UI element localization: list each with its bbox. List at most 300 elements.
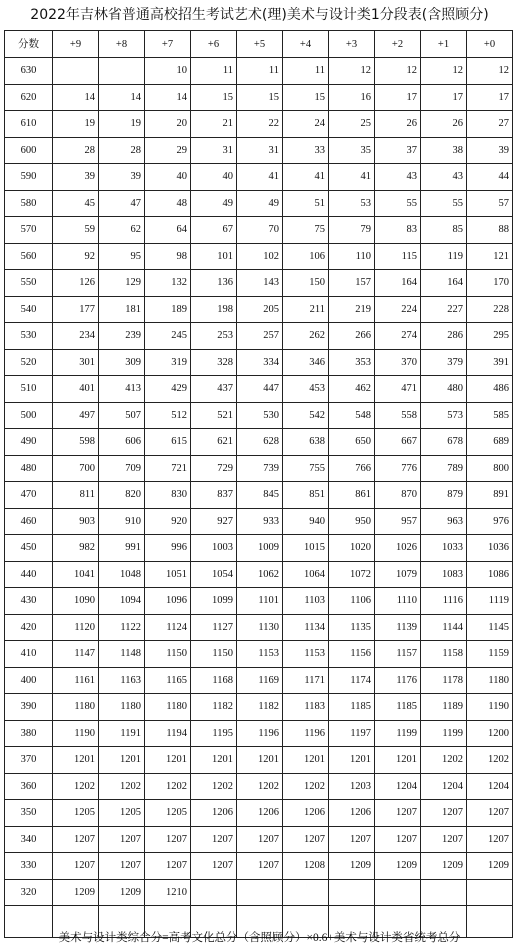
count-cell: 471	[375, 376, 421, 403]
count-cell: 1150	[191, 641, 237, 668]
count-cell: 1116	[421, 588, 467, 615]
count-cell: 28	[99, 137, 145, 164]
count-cell: 370	[375, 349, 421, 376]
count-cell: 132	[145, 270, 191, 297]
count-cell: 650	[329, 429, 375, 456]
count-cell: 64	[145, 217, 191, 244]
count-cell: 1182	[237, 694, 283, 721]
count-cell: 164	[421, 270, 467, 297]
count-cell: 1201	[329, 747, 375, 774]
count-cell: 1202	[467, 747, 513, 774]
count-cell: 1207	[467, 800, 513, 827]
count-cell: 486	[467, 376, 513, 403]
table-row	[5, 853, 513, 880]
count-cell: 1026	[375, 535, 421, 562]
count-cell: 1180	[53, 694, 99, 721]
count-cell: 1197	[329, 720, 375, 747]
header-offset: +6	[191, 31, 237, 58]
count-cell: 1191	[99, 720, 145, 747]
count-cell: 189	[145, 296, 191, 323]
count-cell: 75	[283, 217, 329, 244]
count-cell: 1207	[99, 826, 145, 853]
count-cell: 1153	[283, 641, 329, 668]
count-cell: 15	[283, 84, 329, 111]
count-cell: 1202	[145, 773, 191, 800]
score-table	[4, 30, 513, 938]
table-row	[5, 641, 513, 668]
count-cell: 1169	[237, 667, 283, 694]
count-cell: 35	[329, 137, 375, 164]
count-cell: 25	[329, 111, 375, 138]
count-cell: 17	[467, 84, 513, 111]
count-cell: 1207	[329, 826, 375, 853]
count-cell: 903	[53, 508, 99, 535]
count-cell: 1207	[145, 853, 191, 880]
count-cell: 102	[237, 243, 283, 270]
score-cell: 370	[5, 747, 53, 774]
count-cell: 15	[191, 84, 237, 111]
count-cell: 219	[329, 296, 375, 323]
table-row	[5, 879, 513, 906]
count-cell	[375, 879, 421, 906]
count-cell: 49	[237, 190, 283, 217]
count-cell: 22	[237, 111, 283, 138]
count-cell: 1190	[467, 694, 513, 721]
count-cell: 920	[145, 508, 191, 535]
count-cell: 319	[145, 349, 191, 376]
count-cell: 870	[375, 482, 421, 509]
count-cell: 24	[283, 111, 329, 138]
count-cell: 1202	[421, 747, 467, 774]
count-cell: 26	[421, 111, 467, 138]
count-cell: 991	[99, 535, 145, 562]
count-cell: 1201	[375, 747, 421, 774]
count-cell: 1134	[283, 614, 329, 641]
count-cell: 1158	[421, 641, 467, 668]
score-cell: 320	[5, 879, 53, 906]
count-cell: 548	[329, 402, 375, 429]
count-cell: 1147	[53, 641, 99, 668]
count-cell: 1205	[53, 800, 99, 827]
table-row	[5, 376, 513, 403]
count-cell: 85	[421, 217, 467, 244]
count-cell: 234	[53, 323, 99, 350]
count-cell: 845	[237, 482, 283, 509]
score-cell: 500	[5, 402, 53, 429]
count-cell: 136	[191, 270, 237, 297]
count-cell: 21	[191, 111, 237, 138]
count-cell: 253	[191, 323, 237, 350]
count-cell: 39	[53, 164, 99, 191]
score-cell: 420	[5, 614, 53, 641]
count-cell: 57	[467, 190, 513, 217]
count-cell: 497	[53, 402, 99, 429]
count-cell: 40	[145, 164, 191, 191]
count-cell: 301	[53, 349, 99, 376]
header-offset: +4	[283, 31, 329, 58]
count-cell: 401	[53, 376, 99, 403]
count-cell: 940	[283, 508, 329, 535]
count-cell: 83	[375, 217, 421, 244]
count-cell: 1051	[145, 561, 191, 588]
score-cell: 470	[5, 482, 53, 509]
count-cell: 55	[421, 190, 467, 217]
score-cell: 490	[5, 429, 53, 456]
count-cell: 88	[467, 217, 513, 244]
count-cell: 1206	[329, 800, 375, 827]
table-row	[5, 296, 513, 323]
count-cell: 62	[99, 217, 145, 244]
count-cell	[99, 58, 145, 85]
count-cell: 262	[283, 323, 329, 350]
count-cell: 1135	[329, 614, 375, 641]
count-cell: 1144	[421, 614, 467, 641]
table-row	[5, 747, 513, 774]
count-cell	[329, 879, 375, 906]
count-cell: 39	[99, 164, 145, 191]
header-offset: +1	[421, 31, 467, 58]
count-cell: 1157	[375, 641, 421, 668]
count-cell: 346	[283, 349, 329, 376]
score-cell: 360	[5, 773, 53, 800]
score-cell: 450	[5, 535, 53, 562]
score-cell: 510	[5, 376, 53, 403]
table-row	[5, 217, 513, 244]
count-cell: 28	[53, 137, 99, 164]
count-cell: 1122	[99, 614, 145, 641]
count-cell: 1202	[99, 773, 145, 800]
count-cell	[237, 879, 283, 906]
count-cell: 1183	[283, 694, 329, 721]
count-cell: 40	[191, 164, 237, 191]
count-cell: 1201	[145, 747, 191, 774]
count-cell: 27	[467, 111, 513, 138]
header-offset: +9	[53, 31, 99, 58]
count-cell: 79	[329, 217, 375, 244]
count-cell: 1054	[191, 561, 237, 588]
count-cell: 1209	[375, 853, 421, 880]
score-cell: 390	[5, 694, 53, 721]
count-cell: 1201	[99, 747, 145, 774]
count-cell: 170	[467, 270, 513, 297]
count-cell: 334	[237, 349, 283, 376]
count-cell: 1207	[145, 826, 191, 853]
count-cell: 1207	[283, 826, 329, 853]
count-cell: 1161	[53, 667, 99, 694]
count-cell: 45	[53, 190, 99, 217]
count-cell: 1171	[283, 667, 329, 694]
count-cell: 1120	[53, 614, 99, 641]
count-cell: 1180	[467, 667, 513, 694]
count-cell: 573	[421, 402, 467, 429]
count-cell: 181	[99, 296, 145, 323]
count-cell: 1048	[99, 561, 145, 588]
count-cell: 1202	[191, 773, 237, 800]
count-cell: 41	[329, 164, 375, 191]
score-cell: 610	[5, 111, 53, 138]
count-cell: 1090	[53, 588, 99, 615]
score-cell: 440	[5, 561, 53, 588]
count-cell: 1168	[191, 667, 237, 694]
count-cell: 721	[145, 455, 191, 482]
count-cell: 228	[467, 296, 513, 323]
count-cell: 1036	[467, 535, 513, 562]
count-cell: 1209	[467, 853, 513, 880]
score-cell: 550	[5, 270, 53, 297]
count-cell: 274	[375, 323, 421, 350]
count-cell: 41	[237, 164, 283, 191]
count-cell: 453	[283, 376, 329, 403]
header-offset: +8	[99, 31, 145, 58]
count-cell: 126	[53, 270, 99, 297]
count-cell: 1180	[99, 694, 145, 721]
count-cell: 119	[421, 243, 467, 270]
score-cell: 330	[5, 853, 53, 880]
count-cell: 776	[375, 455, 421, 482]
table-row	[5, 694, 513, 721]
count-cell: 1145	[467, 614, 513, 641]
table-row	[5, 614, 513, 641]
count-cell: 1207	[421, 800, 467, 827]
count-cell: 1062	[237, 561, 283, 588]
table-header-row	[5, 31, 513, 58]
count-cell: 49	[191, 190, 237, 217]
count-cell: 53	[329, 190, 375, 217]
count-cell: 1202	[53, 773, 99, 800]
count-cell: 1206	[237, 800, 283, 827]
count-cell: 19	[99, 111, 145, 138]
count-cell: 143	[237, 270, 283, 297]
count-cell: 164	[375, 270, 421, 297]
count-cell: 101	[191, 243, 237, 270]
count-cell: 1209	[421, 853, 467, 880]
count-cell: 437	[191, 376, 237, 403]
count-cell: 245	[145, 323, 191, 350]
count-cell: 851	[283, 482, 329, 509]
page-title: 2022年吉林省普通高校招生考试艺术(理)美术与设计类1分段表(含照顾分)	[30, 7, 489, 23]
count-cell: 1110	[375, 588, 421, 615]
count-cell: 1189	[421, 694, 467, 721]
count-cell: 1209	[99, 879, 145, 906]
table-row	[5, 243, 513, 270]
count-cell: 462	[329, 376, 375, 403]
table-row	[5, 190, 513, 217]
count-cell: 33	[283, 137, 329, 164]
score-cell: 430	[5, 588, 53, 615]
count-cell: 1119	[467, 588, 513, 615]
count-cell: 1165	[145, 667, 191, 694]
count-cell: 1200	[467, 720, 513, 747]
count-cell: 14	[99, 84, 145, 111]
count-cell: 1207	[99, 853, 145, 880]
count-cell: 10	[145, 58, 191, 85]
count-cell: 224	[375, 296, 421, 323]
count-cell: 1209	[329, 853, 375, 880]
count-cell: 1156	[329, 641, 375, 668]
count-cell: 678	[421, 429, 467, 456]
count-cell: 413	[99, 376, 145, 403]
count-cell: 1207	[375, 826, 421, 853]
count-cell: 157	[329, 270, 375, 297]
count-cell: 239	[99, 323, 145, 350]
count-cell: 830	[145, 482, 191, 509]
count-cell: 667	[375, 429, 421, 456]
count-cell: 1196	[283, 720, 329, 747]
count-cell: 11	[191, 58, 237, 85]
table-row	[5, 482, 513, 509]
count-cell: 1101	[237, 588, 283, 615]
count-cell: 598	[53, 429, 99, 456]
count-cell: 12	[375, 58, 421, 85]
table-row	[5, 111, 513, 138]
count-cell	[421, 879, 467, 906]
score-cell: 540	[5, 296, 53, 323]
count-cell: 1208	[283, 853, 329, 880]
count-cell: 800	[467, 455, 513, 482]
count-cell: 585	[467, 402, 513, 429]
count-cell: 927	[191, 508, 237, 535]
header-offset: +7	[145, 31, 191, 58]
table-row	[5, 535, 513, 562]
count-cell: 41	[283, 164, 329, 191]
count-cell: 16	[329, 84, 375, 111]
count-cell: 14	[53, 84, 99, 111]
count-cell: 1106	[329, 588, 375, 615]
header-score: 分数	[5, 31, 53, 58]
count-cell: 879	[421, 482, 467, 509]
count-cell: 121	[467, 243, 513, 270]
count-cell: 1163	[99, 667, 145, 694]
count-cell: 47	[99, 190, 145, 217]
count-cell: 1178	[421, 667, 467, 694]
count-cell: 379	[421, 349, 467, 376]
score-cell: 400	[5, 667, 53, 694]
count-cell	[467, 879, 513, 906]
count-cell: 1009	[237, 535, 283, 562]
count-cell: 558	[375, 402, 421, 429]
count-cell: 1159	[467, 641, 513, 668]
count-cell: 67	[191, 217, 237, 244]
count-cell: 1185	[329, 694, 375, 721]
count-cell: 606	[99, 429, 145, 456]
score-cell: 530	[5, 323, 53, 350]
count-cell: 309	[99, 349, 145, 376]
count-cell: 106	[283, 243, 329, 270]
count-cell: 1201	[237, 747, 283, 774]
count-cell: 950	[329, 508, 375, 535]
count-cell: 1207	[191, 826, 237, 853]
table-row	[5, 773, 513, 800]
count-cell: 1202	[237, 773, 283, 800]
count-cell: 1206	[283, 800, 329, 827]
count-cell: 766	[329, 455, 375, 482]
count-cell: 957	[375, 508, 421, 535]
table-row	[5, 720, 513, 747]
count-cell: 31	[191, 137, 237, 164]
count-cell: 55	[375, 190, 421, 217]
count-cell	[283, 879, 329, 906]
count-cell: 1185	[375, 694, 421, 721]
count-cell: 31	[237, 137, 283, 164]
count-cell: 1174	[329, 667, 375, 694]
count-cell: 1041	[53, 561, 99, 588]
count-cell: 59	[53, 217, 99, 244]
table-row	[5, 137, 513, 164]
count-cell: 227	[421, 296, 467, 323]
table-row	[5, 429, 513, 456]
count-cell: 1103	[283, 588, 329, 615]
count-cell: 628	[237, 429, 283, 456]
count-cell: 1207	[375, 800, 421, 827]
count-cell: 933	[237, 508, 283, 535]
table-row	[5, 164, 513, 191]
score-cell: 350	[5, 800, 53, 827]
count-cell: 1124	[145, 614, 191, 641]
count-cell: 286	[421, 323, 467, 350]
count-cell: 1176	[375, 667, 421, 694]
count-cell: 1201	[53, 747, 99, 774]
count-cell: 1210	[145, 879, 191, 906]
count-cell: 37	[375, 137, 421, 164]
count-cell: 1199	[375, 720, 421, 747]
count-cell: 615	[145, 429, 191, 456]
count-cell: 211	[283, 296, 329, 323]
count-cell: 12	[421, 58, 467, 85]
count-cell: 820	[99, 482, 145, 509]
table-row	[5, 270, 513, 297]
count-cell: 1196	[237, 720, 283, 747]
count-cell: 205	[237, 296, 283, 323]
count-cell: 1182	[191, 694, 237, 721]
count-cell: 447	[237, 376, 283, 403]
count-cell: 1153	[237, 641, 283, 668]
formula-note: 美术与设计类综合分=高考文化总分（含照顾分）×0.6+美术与设计类省统考总分	[58, 932, 461, 944]
count-cell: 12	[467, 58, 513, 85]
table-row	[5, 58, 513, 85]
count-cell: 1199	[421, 720, 467, 747]
count-cell: 353	[329, 349, 375, 376]
score-cell: 620	[5, 84, 53, 111]
count-cell: 12	[329, 58, 375, 85]
count-cell: 70	[237, 217, 283, 244]
score-cell: 380	[5, 720, 53, 747]
count-cell: 29	[145, 137, 191, 164]
count-cell: 48	[145, 190, 191, 217]
header-offset: +0	[467, 31, 513, 58]
count-cell: 1207	[53, 826, 99, 853]
count-cell: 755	[283, 455, 329, 482]
count-cell: 1205	[99, 800, 145, 827]
count-cell: 177	[53, 296, 99, 323]
count-cell: 95	[99, 243, 145, 270]
count-cell: 92	[53, 243, 99, 270]
count-cell: 257	[237, 323, 283, 350]
count-cell: 391	[467, 349, 513, 376]
count-cell: 1209	[53, 879, 99, 906]
score-cell: 460	[5, 508, 53, 535]
count-cell: 1083	[421, 561, 467, 588]
count-cell: 709	[99, 455, 145, 482]
count-cell: 43	[421, 164, 467, 191]
count-cell: 115	[375, 243, 421, 270]
score-cell: 590	[5, 164, 53, 191]
count-cell: 512	[145, 402, 191, 429]
count-cell: 1195	[191, 720, 237, 747]
count-cell: 110	[329, 243, 375, 270]
count-cell: 1020	[329, 535, 375, 562]
table-row	[5, 826, 513, 853]
count-cell: 996	[145, 535, 191, 562]
